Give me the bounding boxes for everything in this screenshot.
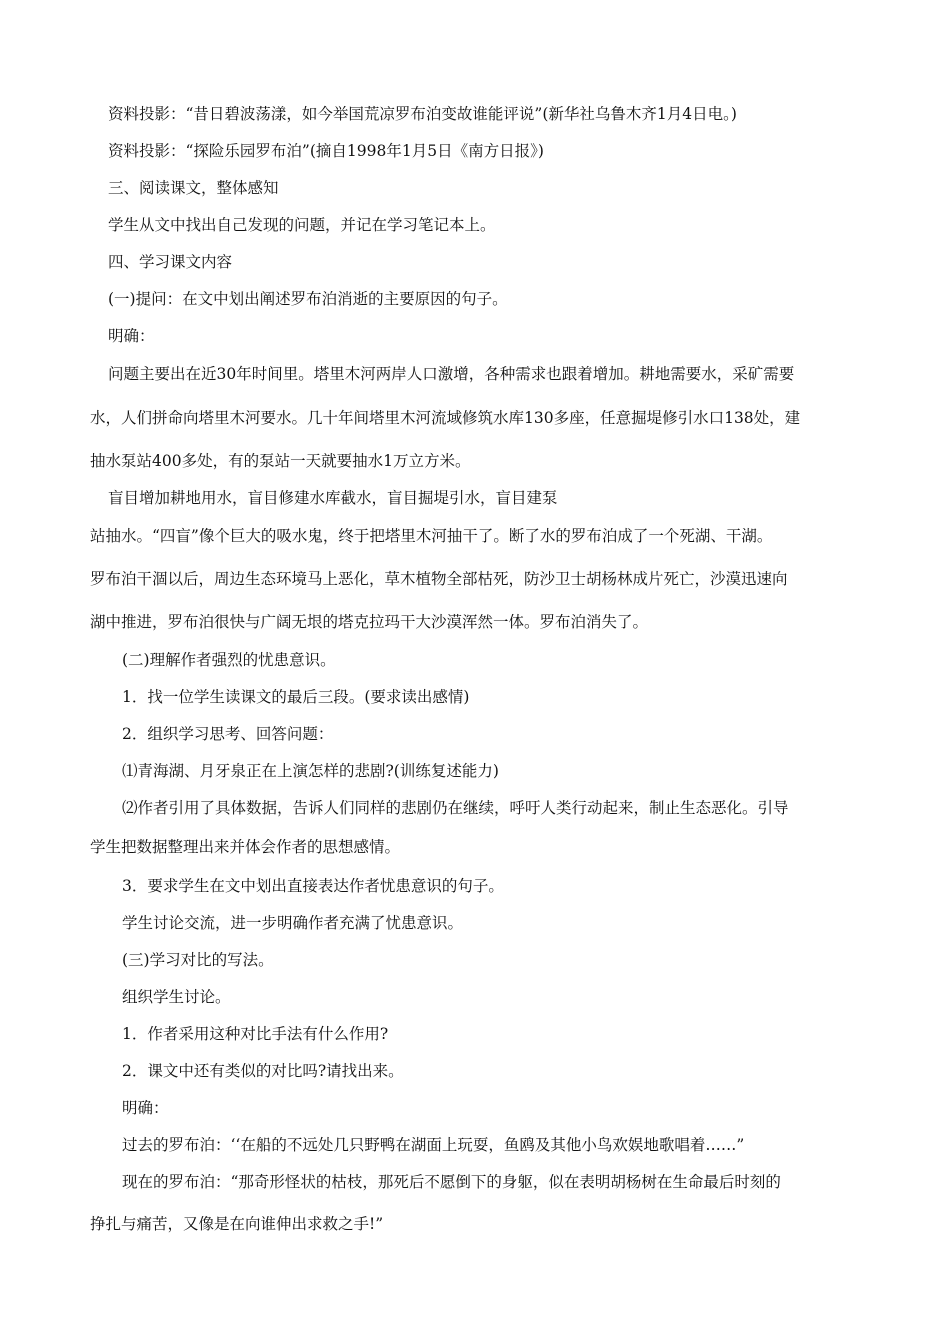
list-item: ⑴青海湖、月牙泉正在上演怎样的悲剧?(训练复述能力) [122, 762, 499, 780]
list-item: 1．找一位学生读课文的最后三段。(要求读出感情) [122, 688, 470, 706]
text-line: 明确： [122, 1099, 169, 1117]
list-item: 2．课文中还有类似的对比吗?请找出来。 [122, 1062, 404, 1080]
text-line: 盲目增加耕地用水，盲目修建水库截水，盲目掘堤引水，盲目建泵 [108, 489, 558, 507]
text-line: 问题主要出在近30年时间里。塔里木河两岸人口激增，各种需求也跟着增加。耕地需要水，采矿需要 [108, 365, 795, 383]
text-line: 资料投影：“昔日碧波荡漾，如今举国荒凉罗布泊变故谁能评说”(新华社乌鲁木齐1月4日电。) [108, 105, 737, 123]
list-item: 1．作者采用这种对比手法有什么作用? [122, 1025, 389, 1043]
text-line: 明确： [108, 327, 155, 345]
text-line: 水，人们拼命向塔里木河要水。几十年间塔里木河流域修筑水库130多座，任意掘堤修引水口138处，建 [90, 409, 801, 427]
section-heading: 四、学习课文内容 [108, 253, 233, 271]
list-item: ⑵作者引用了具体数据，告诉人们同样的悲剧仍在继续，呼吁人类行动起来，制止生态恶化。引导 [122, 799, 789, 817]
text-line: 站抽水。“四盲”像个巨大的吸水鬼，终于把塔里木河抽干了。断了水的罗布泊成了一个死湖、干湖。 [90, 527, 773, 545]
text-line: 罗布泊干涸以后，周边生态环境马上恶化，草木植物全部枯死，防沙卫士胡杨林成片死亡，沙漠迅速向 [90, 570, 788, 588]
text-line: 挣扎与痛苦，又像是在向谁伸出求救之手!” [90, 1215, 384, 1233]
section-heading: (二)理解作者强烈的忧患意识。 [122, 651, 336, 669]
section-heading: 三、阅读课文，整体感知 [108, 179, 279, 197]
list-item: 2．组织学习思考、回答问题： [122, 725, 334, 743]
text-line: 抽水泵站400多处，有的泵站一天就要抽水1万立方米。 [90, 452, 471, 470]
list-item: 3．要求学生在文中划出直接表达作者忧患意识的句子。 [122, 877, 504, 895]
text-line: 过去的罗布泊：‘‘在船的不远处几只野鸭在湖面上玩耍，鱼鸥及其他小鸟欢娱地歌唱着……” [122, 1136, 745, 1154]
text-line: 组织学生讨论。 [122, 988, 231, 1006]
text-line: 资料投影：“探险乐园罗布泊”(摘自1998年1月5日《南方日报》) [108, 142, 544, 160]
text-line: 湖中推进，罗布泊很快与广阔无垠的塔克拉玛干大沙漠浑然一体。罗布泊消失了。 [90, 613, 649, 631]
text-line: (一)提问：在文中划出阐述罗布泊消逝的主要原因的句子。 [108, 290, 508, 308]
section-heading: (三)学习对比的写法。 [122, 951, 274, 969]
text-line: 学生把数据整理出来并体会作者的思想感情。 [90, 838, 401, 856]
text-line: 学生从文中找出自己发现的问题，并记在学习笔记本上。 [108, 216, 496, 234]
text-line: 现在的罗布泊：“那奇形怪状的枯枝，那死后不愿倒下的身躯，似在表明胡杨树在生命最后时刻的 [122, 1173, 781, 1191]
text-line: 学生讨论交流，进一步明确作者充满了忧患意识。 [122, 914, 464, 932]
